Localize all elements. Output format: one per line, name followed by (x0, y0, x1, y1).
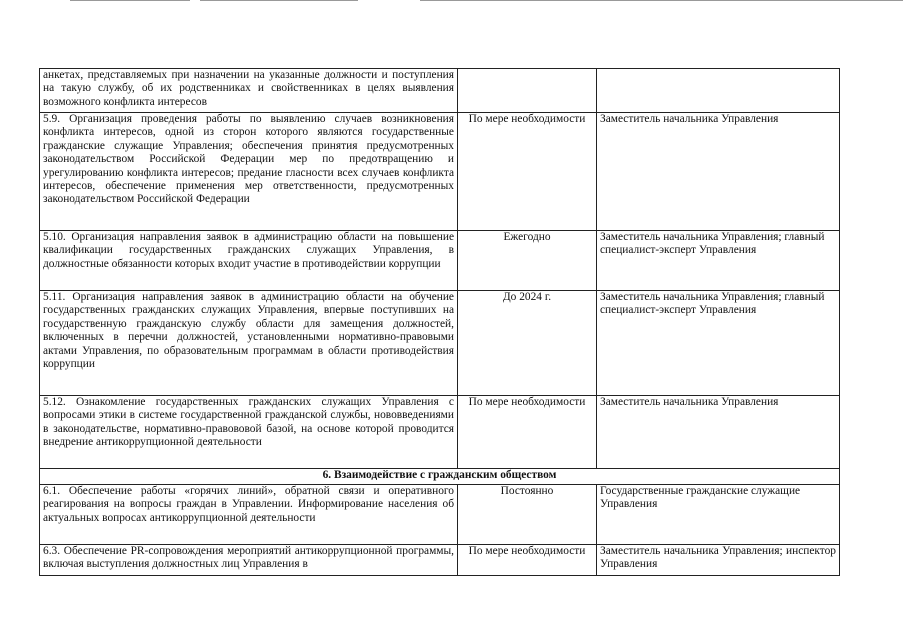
task-cell: 6.1. Обеспечение работы «горячих линий», обратной связи и оперативного реагирования на вопросы граждан в Управлении. Информирование населения об актуальных вопросах антикоррупционной деятельности (40, 485, 458, 545)
table-row (40, 545, 840, 576)
table-row (40, 291, 840, 396)
task-cell: 5.12. Ознакомление государственных гражданских служащих Управления с вопросами этики в системе государственной гражданской службы, нововведениями в законодательстве, нормативно-правововой базой, на основе которой проводится внедрение антикоррупционной деятельности (40, 396, 458, 469)
executor-cell: Заместитель начальника Управления (597, 396, 840, 469)
term-cell: До 2024 г. (458, 291, 597, 396)
section-title: 6. Взаимодействие с гражданским обществом (40, 469, 840, 485)
executor-cell: Заместитель начальника Управления (597, 113, 840, 231)
term-cell: Ежегодно (458, 231, 597, 291)
term-cell: По мере необходимости (458, 396, 597, 469)
table-row (40, 69, 840, 113)
anticorruption-plan-table (39, 68, 840, 576)
executor-cell: Заместитель начальника Управления; инспектор Управления (597, 545, 840, 576)
executor-cell: Государственные гражданские служащие Управления (597, 485, 840, 545)
table-row (40, 396, 840, 469)
executor-cell: Заместитель начальника Управления; главный специалист-эксперт Управления (597, 291, 840, 396)
executor-cell (597, 69, 840, 113)
task-cell: 5.11. Организация направления заявок в администрацию области на обучение государственных гражданских служащих Управления, впервые поступивших на государственную гражданскую службу области для замещения должностей, включенных в перечни должностей, установленными нормативно-правовыми актами Управления, по образовательным программам в области противодействия коррупции (40, 291, 458, 396)
page-top-rule-right (420, 0, 903, 1)
task-cell: 6.3. Обеспечение PR-сопровождения мероприятий антикоррупционной программы, включая выступления должностных лиц Управления в (40, 545, 458, 576)
task-cell: 5.9. Организация проведения работы по выявлению случаев возникновения конфликта интересов, одной из сторон которого являются государственные гражданские служащие Управления; обеспечения принятия предусмотренных законодательством Российской Федерации мер по предотвращению и урегулированию конфликта интересов; предание гласности всех случаев конфликта интересов, обеспечение применения мер ответственности, предусмотренных законодательством Российской Федерации (40, 113, 458, 231)
table-row (40, 231, 840, 291)
page-top-rule-left (70, 0, 190, 1)
table-row (40, 113, 840, 231)
term-cell: Постоянно (458, 485, 597, 545)
page-top-rule-mid (200, 0, 358, 1)
term-cell: По мере необходимости (458, 113, 597, 231)
executor-cell: Заместитель начальника Управления; главный специалист-эксперт Управления (597, 231, 840, 291)
section-row (40, 469, 840, 485)
table-row (40, 485, 840, 545)
term-cell: По мере необходимости (458, 545, 597, 576)
term-cell (458, 69, 597, 113)
task-cell: анкетах, представляемых при назначении на указанные должности и поступления на такую службу, об их родственниках и свойственниках в целях выявления возможного конфликта интересов (40, 69, 458, 113)
task-cell: 5.10. Организация направления заявок в администрацию области на повышение квалификации государственных гражданских служащих Управления, в должностные обязанности которых входит участие в противодействии коррупции (40, 231, 458, 291)
